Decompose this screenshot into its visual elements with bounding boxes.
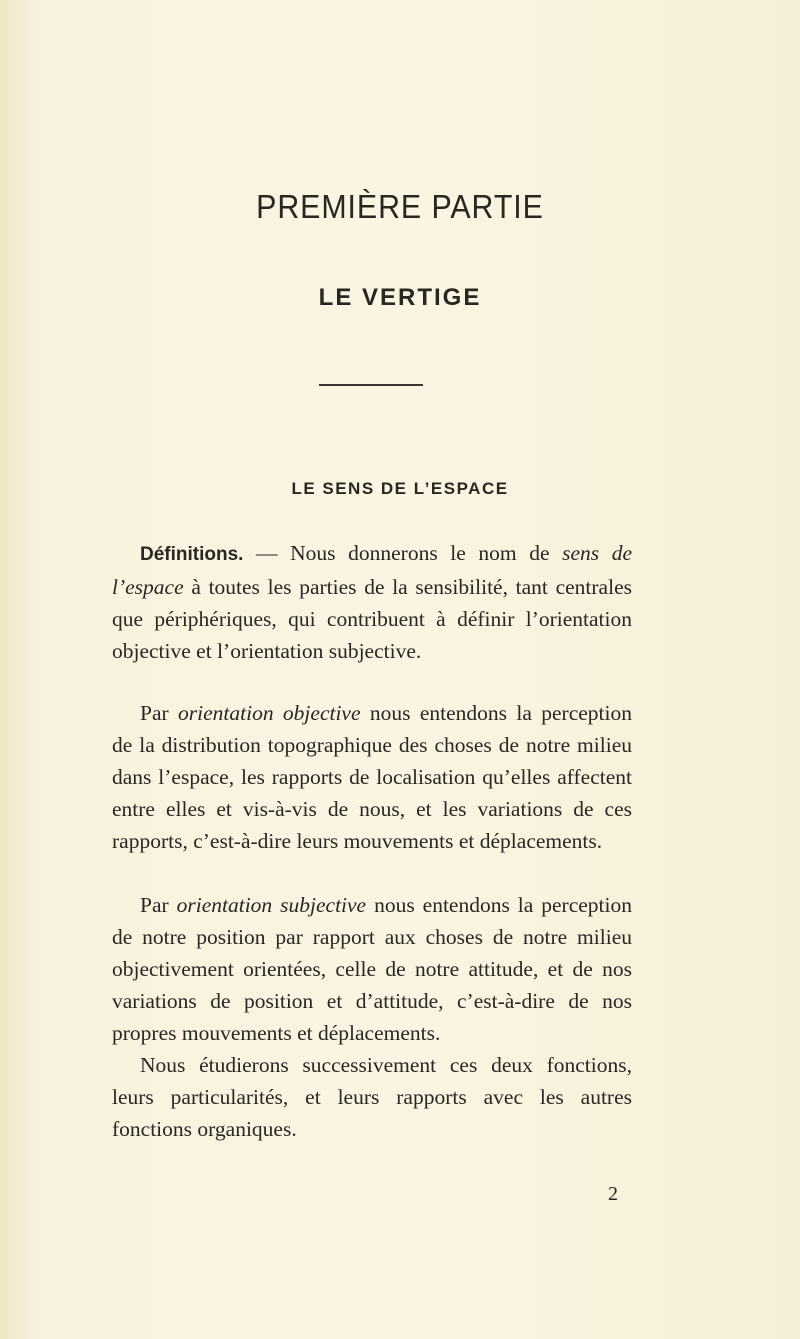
paragraph-subjective	[112, 889, 632, 1049]
paragraph-text: à toutes les parties de la sensibilité, tant centrales que périphériques, qui contribuent à définir l’orientation objective et l’orientation subjective.	[112, 575, 632, 663]
paragraph-text: Nous étudierons successivement ces deux fonctions, leurs particularités, et leurs rapports avec les autres fonctions organiques.	[112, 1053, 632, 1141]
paragraph-lead: Définitions.	[140, 544, 244, 565]
title-divider	[319, 384, 423, 386]
paragraph-text: nous entendons la perception de la distribution topographique des choses de notre milieu dans l’espace, les rapports de localisation qu’elles affectent entre elles et vis-à-vis de nous, et les variations de ces rapports, c’est-à-dire leurs mouvements et déplacements.	[112, 701, 632, 853]
paragraph-text: Par	[140, 701, 179, 725]
paragraph-definitions	[112, 537, 632, 667]
chapter-title: LE VERTIGE	[318, 284, 482, 311]
page-number: 2	[608, 1183, 618, 1205]
paragraph-objective	[112, 697, 632, 857]
paragraph-conclusion	[112, 1049, 632, 1145]
section-title: LE SENS DE L’ESPACE	[291, 479, 509, 498]
italic-term: sens de l’espace	[112, 541, 632, 599]
paragraph-text: nous entendons la perception de notre position par rapport aux choses de notre milieu objectivement orientées, celle de notre attitude, et de nos variations de position et d’attitude, c’est-à-dire de nos propres mouvements et déplacements.	[112, 893, 632, 1045]
italic-term: orientation subjective	[176, 893, 367, 917]
paragraph-text: — Nous donnerons le nom de	[243, 541, 563, 565]
paragraph-text: Par	[140, 893, 177, 917]
part-title: PREMIÈRE PARTIE	[256, 188, 544, 225]
italic-term: orientation objective	[178, 701, 361, 725]
